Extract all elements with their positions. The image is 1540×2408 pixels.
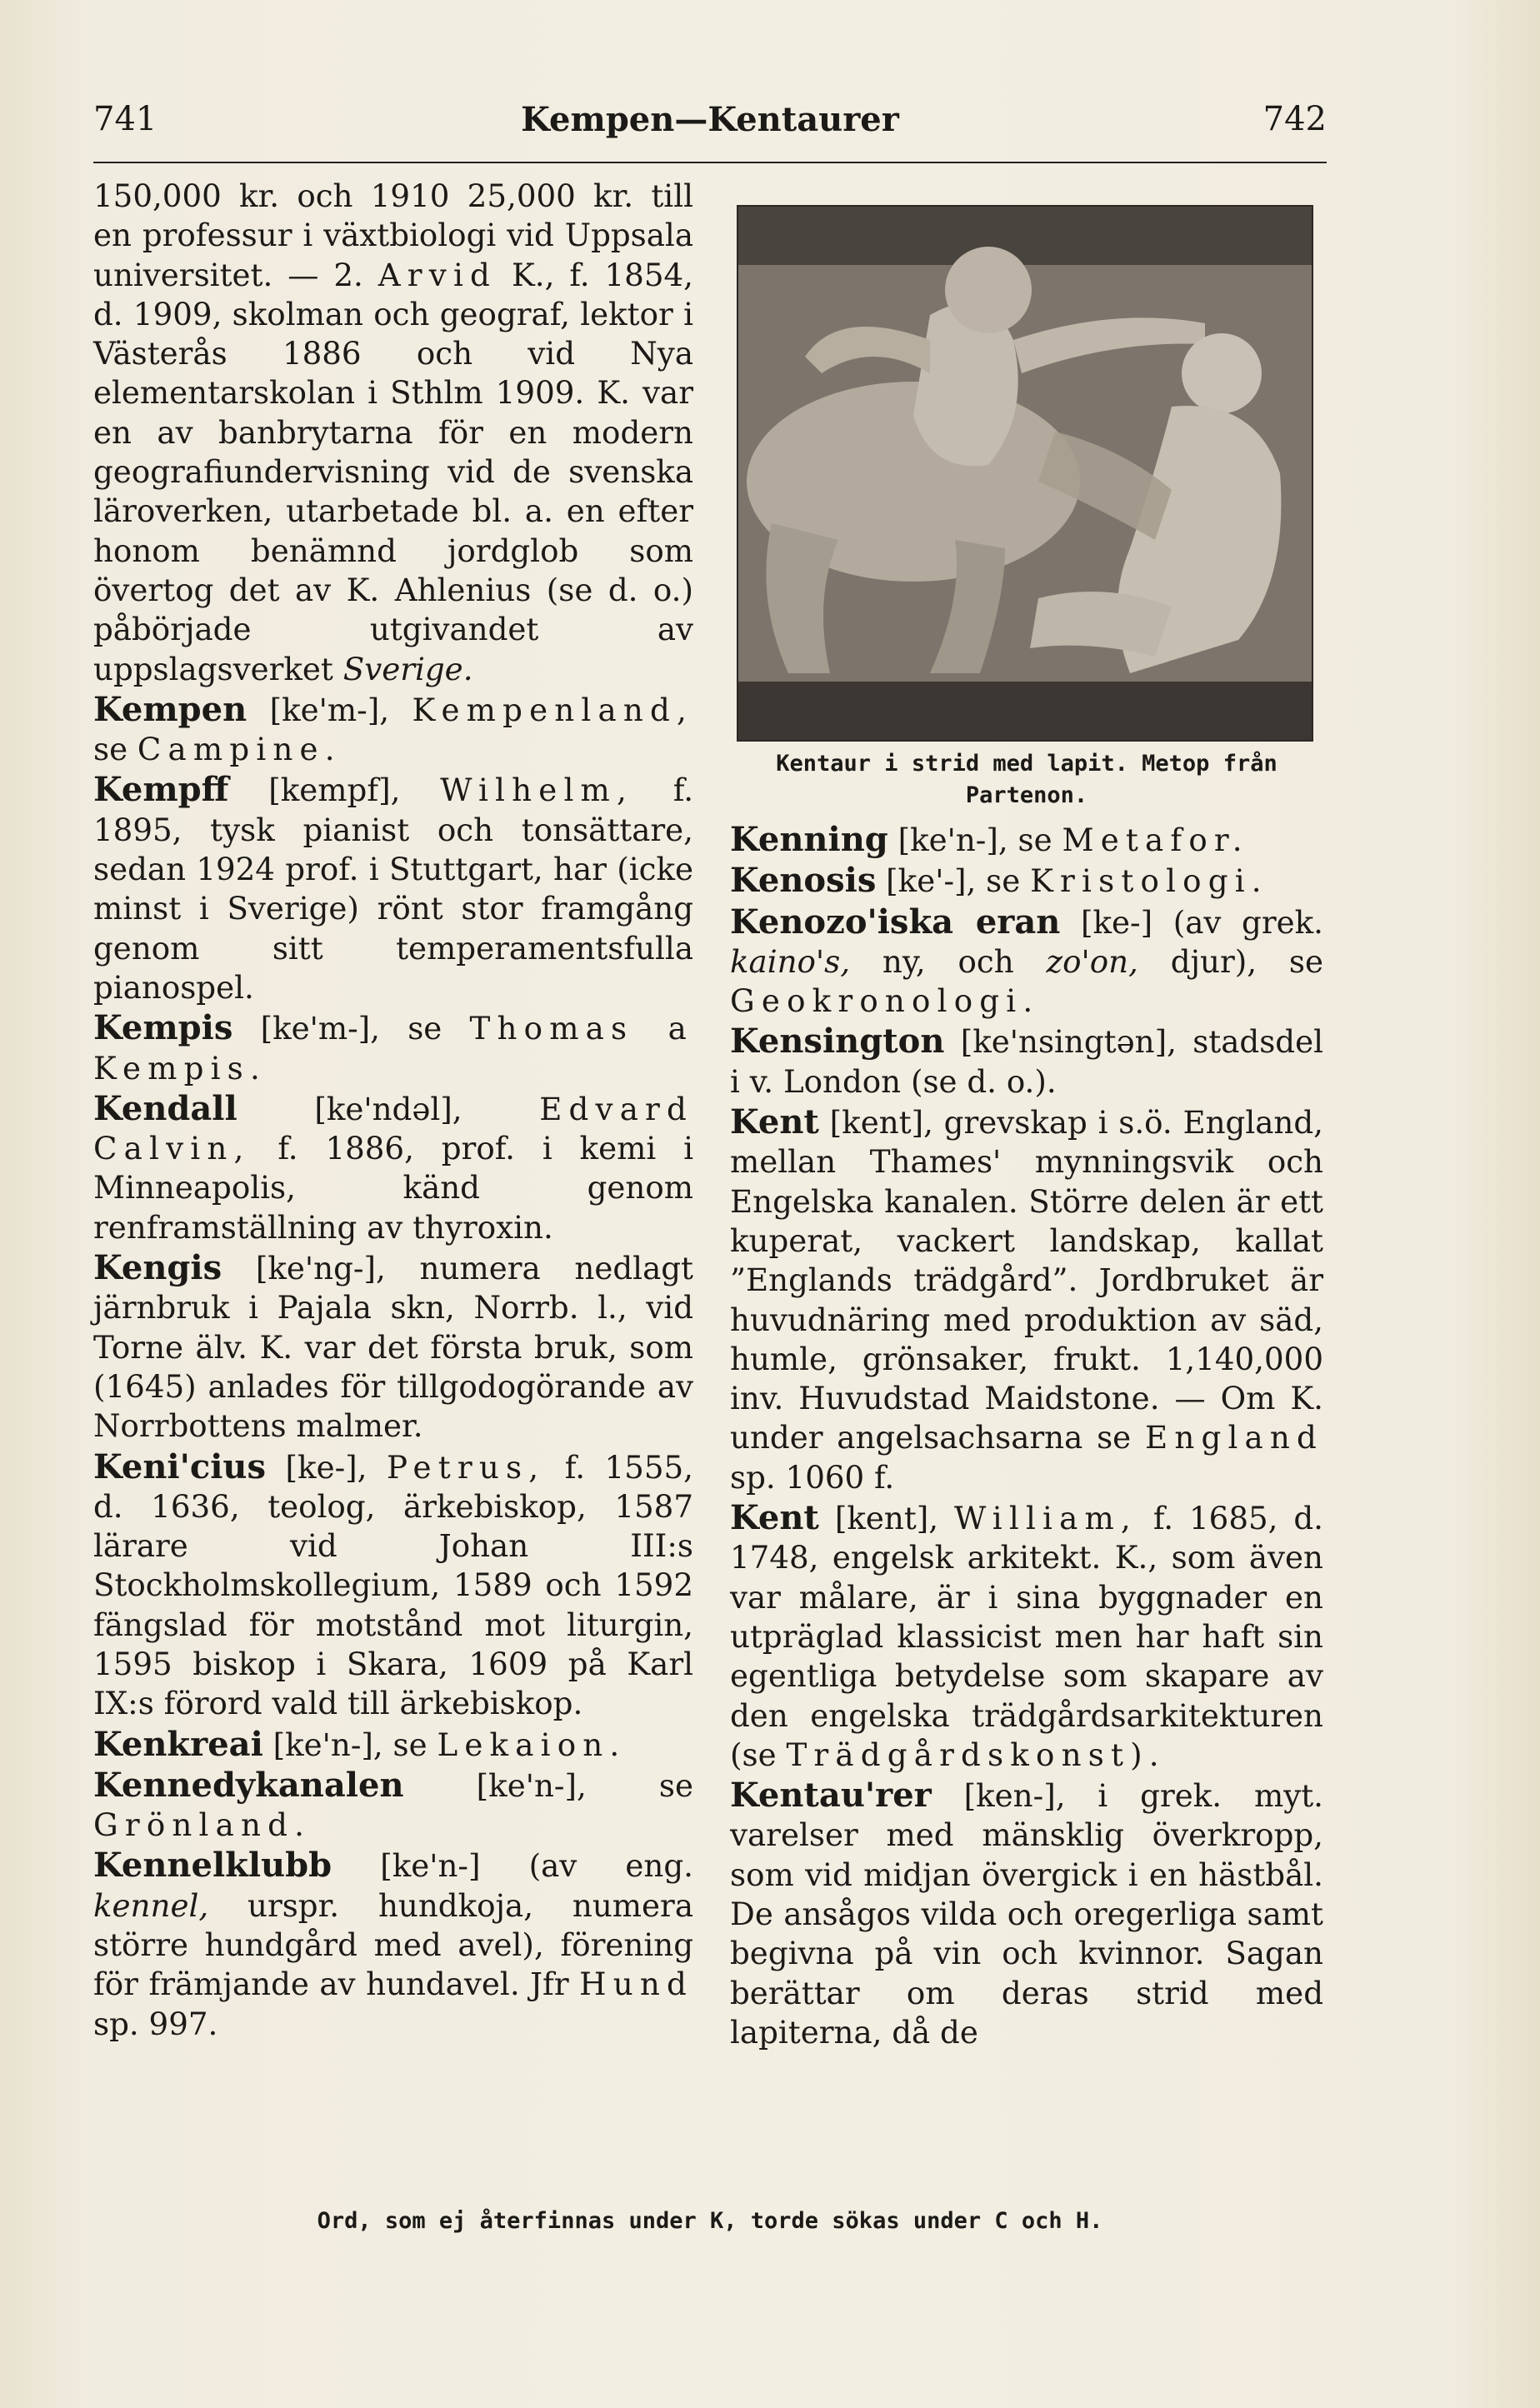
entry-kenicius: Keni'cius [ke-], Petrus, f. 1555, d. 1636, teolog, ärkebiskop, 1587 lärare vid Johan III:s Stockholmskollegium, 1589 och 1592 fängslad för motstånd mot liturgin, 1595 biskop i Skara, 1609 på Karl IX:s förord vald till ärkebiskop. xyxy=(93,1446,693,1722)
entry-kent-county: Kent [kent], grevskap i s.ö. England, mellan Thames' mynningsvik och Engelska kanalen. Större delen är ett kuperat, vackert landskap, kallat ”Englands trädgård”. Jordbruket är huvudnäring med produktion av säd, humle, grönsaker, frukt. 1,140,000 inv. Huvudstad Maidstone. — Om K. under angelsachsarna se England sp. 1060 f. xyxy=(730,1102,1323,1496)
entry-kentaurer: Kentau'rer [ken-], i grek. myt. varelser med mänsklig överkropp, som vid midjan övergick i en hästbål. De ansågos vilda och oregerliga samt begivna på vin och kvinnor. Sagan berättar om deras strid med lapiterna, då de xyxy=(730,1776,1323,2051)
headword: Kenning xyxy=(730,820,888,859)
entry-kenkreai: Kenkreai [ke'n-], se Lekaion. xyxy=(93,1724,627,1764)
headword: Kempis xyxy=(93,1008,233,1048)
figure-caption: Kentaur i strid med lapit. Metop från Partenon. xyxy=(776,751,1278,808)
centaur-relief-illustration xyxy=(738,207,1312,740)
headword: Kenkreai xyxy=(93,1724,263,1764)
header-rule xyxy=(93,162,1327,163)
page-number-left: 741 xyxy=(93,100,158,138)
entry-kempff: Kempff [kempf], Wilhelm, f. 1895, tysk pianist och tonsättare, sedan 1924 prof. i Stuttgart, har (icke minst i Sverige) rönt stor framgång genom sitt temperamentsfulla pianospel. xyxy=(93,770,694,1006)
left-column xyxy=(93,177,693,2044)
entry-kenozoiska-eran: Kenozo'iska eran [ke-] (av grek. kaino's, ny, och zo'on, djur), se Geokronologi. xyxy=(730,902,1323,1020)
headword: Kent xyxy=(730,1498,819,1538)
headword: Kempen xyxy=(93,689,248,729)
page-title: Kempen—Kentaurer xyxy=(521,100,899,139)
headword: Kennedykanalen xyxy=(93,1765,404,1805)
headword: Keni'cius xyxy=(93,1446,267,1486)
headword: Kempff xyxy=(93,770,229,810)
page-number-right: 742 xyxy=(1262,100,1327,138)
entry-kennedykanalen: Kennedykanalen [ke'n-], se Grönland. xyxy=(93,1765,694,1844)
entry-kennelklubb: Kennelklubb [ke'n-] (av eng. kennel, urspr. hundkoja, numera större hundgård med avel), förening för främjande av hundavel. Jfr Hund sp. 997. xyxy=(93,1846,693,2042)
metope-photograph xyxy=(737,205,1313,742)
entry-kenosis: Kenosis [ke'-], se Kristologi. xyxy=(730,861,1268,901)
entry-kent-william: Kent [kent], William, f. 1685, d. 1748, engelsk arkitekt. K., som även var målare, är i sina byggnader en utpräglad klassicist men har haft sin egentliga betydelse som skapare av den engelska trädgårdsarkitekturen (se Trädgårdskonst). xyxy=(730,1498,1323,1773)
page-footer-note: Ord, som ej återfinnas under K, torde sökas under C och H. xyxy=(317,2208,1103,2234)
running-header xyxy=(93,100,1327,167)
headword: Kenosis xyxy=(730,861,877,901)
headword: Kennelklubb xyxy=(93,1846,332,1886)
headword: Kengis xyxy=(93,1248,222,1288)
entry-kenning: Kenning [ke'n-], se Metafor. xyxy=(730,820,1249,859)
headword: Kentau'rer xyxy=(730,1776,932,1816)
entry-kensington: Kensington [ke'nsingtən], stadsdel i v. London (se d. o.). xyxy=(730,1022,1323,1100)
headword: Kent xyxy=(730,1102,819,1142)
entry-kengis: Kengis [ke'ng-], numera nedlagt järnbruk i Pajala skn, Norrb. l., vid Torne älv. K. var det första bruk, som (1645) anlades för tillgodogörande av Norrbottens malmer. xyxy=(93,1248,693,1445)
entry-kempen: Kempen [ke'm-], Kempenland, se Campine. xyxy=(93,689,693,768)
entry-kendall: Kendall [ke'ndəl], Edvard Calvin, f. 1886, prof. i kemi i Minneapolis, känd genom renframställning av thyroxin. xyxy=(93,1088,694,1246)
headword: Kenozo'iska eran xyxy=(730,902,1061,942)
headword: Kendall xyxy=(93,1088,238,1128)
headword: Kensington xyxy=(730,1022,945,1062)
entry-continuation: 150,000 kr. och 1910 25,000 kr. till en professur i växtbiologi vid Uppsala universitet. — 2. Arvid K., f. 1854, d. 1909, skolman och geograf, lektor i Västerås 1886 och vid Nya elementarskolan i Sthlm 1909. K. var en av banbrytarna för en modern geografiundervisning vid de svenska läroverken, utarbetade bl. a. en efter honom benämnd jordglob som övertog det av K. Ahlenius (se d. o.) påbörjade utgivandet av uppslagsverket Sverige. xyxy=(93,177,693,687)
right-column xyxy=(730,820,1323,2052)
entry-kempis: Kempis [ke'm-], se Thomas a Kempis. xyxy=(93,1008,694,1087)
